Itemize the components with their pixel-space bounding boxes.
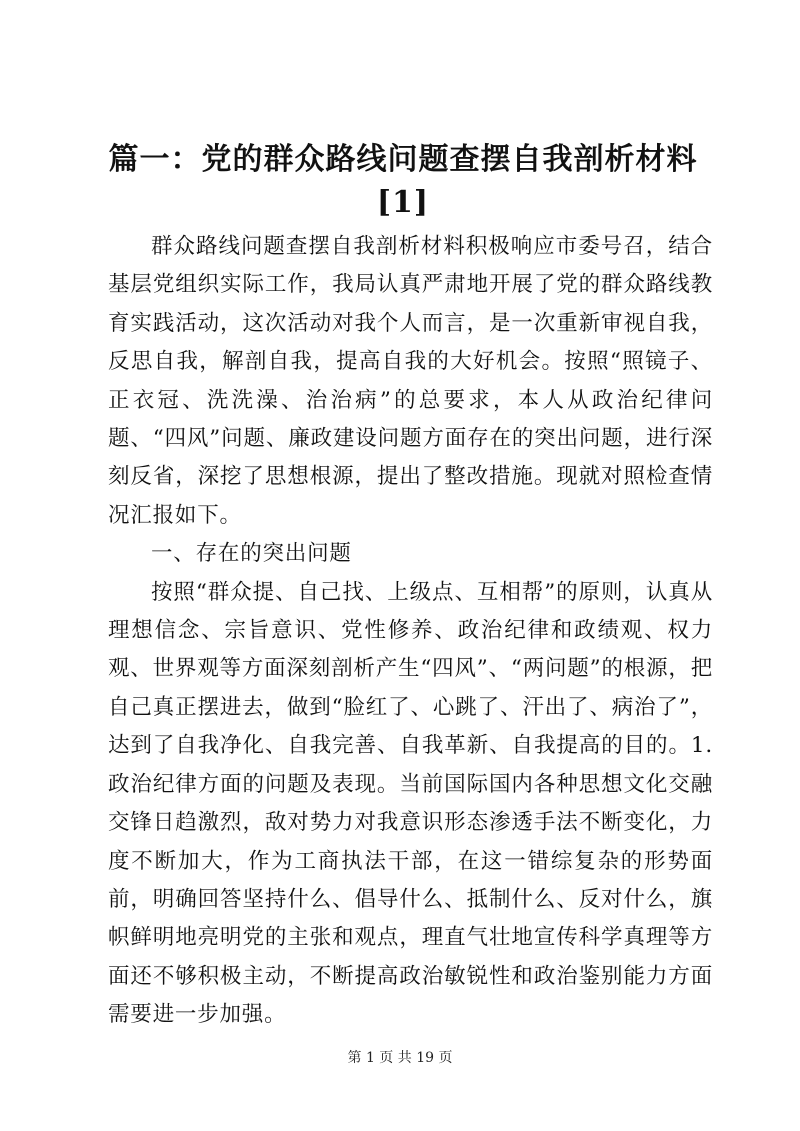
paragraph-intro: 群众路线问题查摆自我剖析材料积极响应市委号召，结合基层党组织实际工作，我局认真严肃地开展了党的群众路线教育实践活动，这次活动对我个人而言，是一次重新审视自我，反思自我，解剖自我，提高自我的大好机会。按照“照镜子、正衣冠、洗洗澡、治治病”的总要求，本人从政治纪律问题、“四风”问题、廉政建设问题方面存在的突出问题，进行深刻反省，深挖了思想根源，提出了整改措施。现就对照检查情况汇报如下。 (108, 234, 713, 528)
paragraph-problems: 按照“群众提、自己找、上级点、互相帮”的原则，认真从理想信念、宗旨意识、党性修养、政治纪律和政绩观、权力观、世界观等方面深刻剖析产生“四风”、“两问题”的根源，把自己真正摆进去，做到“脸红了、心跳了、汗出了、病治了”，达到了自我净化、自我完善、自我革新、自我提高的目的。1.政治纪律方面的问题及表现。当前国际国内各种思想文化交融交锋日趋激烈，敌对势力对我意识形态渗透手法不断变化，力度不断加大，作为工商执法干部，在这一错综复杂的形势面前，明确回答坚持什么、倡导什么、抵制什么、反对什么，旗帜鲜明地亮明党的主张和观点，理直气壮地宣传科学真理等方面还不够积极主动，不断提高政治敏锐性和政治鉴别能力方面需要进一步加强。 (108, 579, 713, 1028)
section-heading: 一、存在的突出问题 (151, 541, 352, 567)
document-title: 篇一：党的群众路线问题查摆自我剖析材料[1] (108, 142, 698, 220)
page-footer: 第 1 页 共 19 页 (347, 1050, 453, 1066)
document-body (108, 228, 713, 1035)
